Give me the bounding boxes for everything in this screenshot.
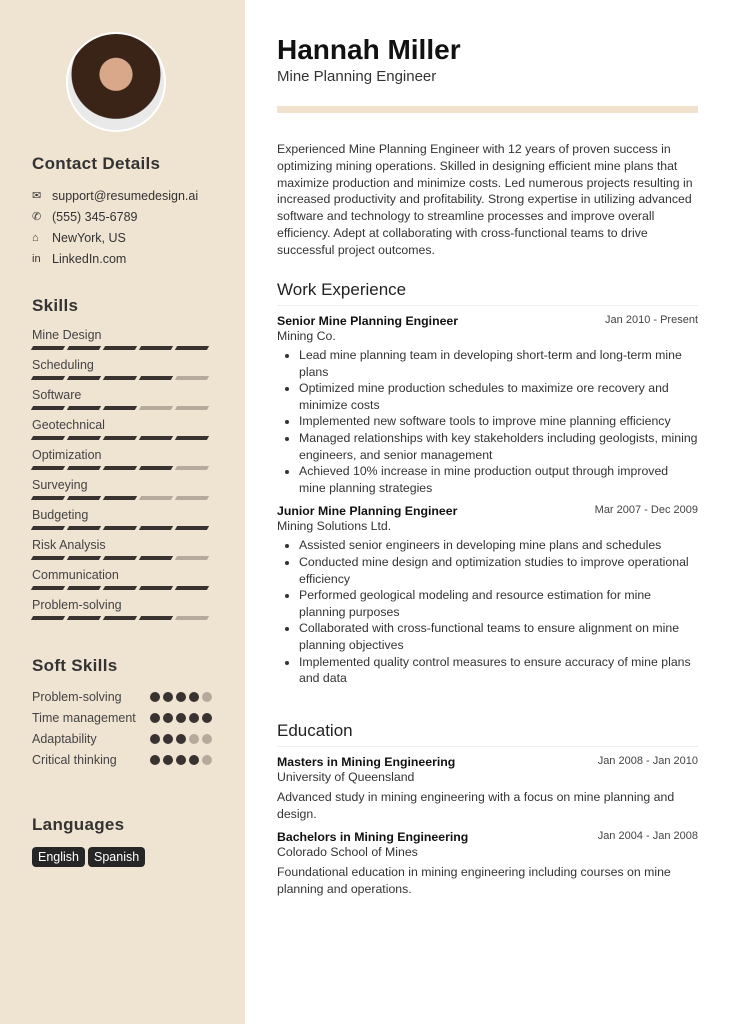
skill-name: Mine Design <box>32 328 102 342</box>
skill-level-bar <box>32 436 212 440</box>
skill-bar-segment <box>175 466 209 470</box>
skill-bar-segment <box>139 496 173 500</box>
soft-skill-name: Adaptability <box>32 732 97 746</box>
skill-bar-segment <box>31 346 65 350</box>
job-entry <box>277 504 698 686</box>
skill-bar-segment <box>175 346 209 350</box>
job-bullet: • Assisted senior engineers in developing mine plans and schedules <box>299 537 698 554</box>
job-bullet: • Performed geological modeling and resource estimation for mine planning purposes <box>299 587 698 620</box>
job-bullet: • Collaborated with cross-functional teams to ensure alignment on mine planning objectives <box>299 620 698 653</box>
languages-heading: Languages <box>32 815 125 834</box>
skill-bar-segment <box>175 526 209 530</box>
skill-level-bar <box>32 466 212 470</box>
contact-heading: Contact Details <box>32 154 161 173</box>
contact-item <box>32 185 212 206</box>
header-divider <box>277 106 698 113</box>
skills-heading: Skills <box>32 296 79 315</box>
skill-bar-segment <box>103 496 137 500</box>
soft-skill-item <box>32 752 212 769</box>
work-list <box>277 314 698 687</box>
school: Colorado School of Mines <box>277 845 418 860</box>
skill-level-bar <box>32 556 212 560</box>
skill-bar-segment <box>67 556 101 560</box>
job-title: Junior Mine Planning Engineer <box>277 504 458 519</box>
education-entry <box>277 830 698 897</box>
skills-list <box>32 328 212 628</box>
home-icon: ⌂ <box>32 231 39 244</box>
skill-item <box>32 388 212 418</box>
skill-level-bar <box>32 586 212 590</box>
contact-text[interactable]: LinkedIn.com <box>52 251 127 266</box>
skill-bar-segment <box>67 586 101 590</box>
skill-level-bar <box>32 496 212 500</box>
degree: Bachelors in Mining Engineering <box>277 830 469 845</box>
candidate-title: Mine Planning Engineer <box>277 68 437 85</box>
skill-bar-segment <box>103 556 137 560</box>
soft-skill-name: Critical thinking <box>32 753 117 767</box>
skill-name: Geotechnical <box>32 418 105 432</box>
soft-skill-item <box>32 689 212 706</box>
skill-bar-segment <box>103 466 137 470</box>
skill-bar-segment <box>67 526 101 530</box>
skill-bar-segment <box>67 436 101 440</box>
school: University of Queensland <box>277 770 415 784</box>
skill-name: Surveying <box>32 478 88 492</box>
skill-bar-segment <box>103 586 137 590</box>
job-dates: Jan 2010 - Present <box>605 314 698 326</box>
avatar <box>66 32 166 132</box>
rating-dot <box>189 755 199 765</box>
skill-bar-segment <box>31 466 65 470</box>
rating-dot <box>189 713 199 723</box>
skill-bar-segment <box>139 436 173 440</box>
skill-bar-segment <box>175 616 209 620</box>
skill-item <box>32 358 212 388</box>
skill-bar-segment <box>67 376 101 380</box>
skill-bar-segment <box>103 526 137 530</box>
skill-item <box>32 478 212 508</box>
summary: Experienced Mine Planning Engineer with 12 years of proven success in optimizing mining operations. Skilled in designing efficient mine plans that maximize production and minimize costs. Led numerous projects resulting in increased productivity and profitability. Strong expertise in utilizing advanced software and technology to streamline processes and improve overall efficiency. Adept at collaborating with cross-functional teams to drive successful project outcomes. <box>277 142 693 257</box>
rating-dot <box>163 734 173 744</box>
skill-level-bar <box>32 526 212 530</box>
soft-skill-item <box>32 710 212 727</box>
soft-skill-rating <box>150 692 212 706</box>
skill-bar-segment <box>139 406 173 410</box>
skill-bar-segment <box>103 406 137 410</box>
skill-bar-segment <box>139 346 173 350</box>
rating-dot <box>189 692 199 702</box>
work-heading: Work Experience <box>277 280 698 306</box>
job-bullets <box>277 347 698 496</box>
skill-name: Optimization <box>32 448 102 462</box>
job-company: Mining Co. <box>277 329 336 343</box>
job-entry <box>277 314 698 496</box>
linkedin-icon: in <box>32 252 41 265</box>
education-dates: Jan 2008 - Jan 2010 <box>597 755 698 767</box>
skill-bar-segment <box>31 526 65 530</box>
education-header <box>277 830 698 844</box>
skill-name: Software <box>32 388 82 402</box>
skill-item <box>32 328 212 358</box>
skill-bar-segment <box>31 556 65 560</box>
soft-skills-list <box>32 689 212 769</box>
skill-bar-segment <box>31 436 65 440</box>
skill-level-bar <box>32 346 212 350</box>
language-badge: Spanish <box>88 847 145 867</box>
education-description: Advanced study in mining engineering with a focus on mine planning and design. <box>277 790 675 821</box>
languages-list <box>32 847 212 867</box>
contact-list <box>32 185 212 269</box>
job-header <box>277 504 698 518</box>
skill-bar-segment <box>139 616 173 620</box>
education-description: Foundational education in mining engineering including courses on mine planning and operations. <box>277 865 671 896</box>
job-bullet: • Conducted mine design and optimization studies to improve operational efficiency <box>299 554 698 587</box>
job-bullet: • Optimized mine production schedules to maximize ore recovery and minimize costs <box>299 380 698 413</box>
job-bullet: • Managed relationships with key stakeholders including geologists, mining engineers, and senior management <box>299 430 698 463</box>
job-dates: Mar 2007 - Dec 2009 <box>594 504 698 517</box>
contact-text: NewYork, US <box>52 230 126 245</box>
contact-text: (555) 345-6789 <box>52 209 138 224</box>
skill-bar-segment <box>175 496 209 500</box>
rating-dot <box>189 734 199 744</box>
skill-item <box>32 418 212 448</box>
skill-bar-segment <box>175 556 209 560</box>
sidebar <box>0 0 245 1024</box>
skill-bar-segment <box>103 616 137 620</box>
skill-bar-segment <box>67 616 101 620</box>
skill-item <box>32 598 212 628</box>
soft-skill-name: Time management <box>32 711 136 725</box>
degree: Masters in Mining Engineering <box>277 755 456 769</box>
contact-item <box>32 248 212 269</box>
soft-skill-name: Problem-solving <box>32 690 122 704</box>
language-badge: English <box>32 847 85 867</box>
education-dates: Jan 2004 - Jan 2008 <box>597 830 698 843</box>
job-title: Senior Mine Planning Engineer <box>277 314 459 328</box>
rating-dot <box>163 755 173 765</box>
soft-skill-item <box>32 731 212 748</box>
skill-bar-segment <box>67 496 101 500</box>
envelope-icon: ✉ <box>32 190 42 202</box>
rating-dot <box>202 692 212 702</box>
soft-skills-heading: Soft Skills <box>32 656 118 675</box>
rating-dot <box>163 713 173 723</box>
rating-dot <box>163 692 173 702</box>
skill-bar-segment <box>103 436 137 440</box>
job-bullet: • Implemented new software tools to improve mine planning efficiency <box>299 413 698 430</box>
rating-dot <box>202 734 212 744</box>
skill-bar-segment <box>175 376 209 380</box>
rating-dot <box>150 692 160 702</box>
skill-name: Risk Analysis <box>32 538 106 552</box>
skill-bar-segment <box>175 436 209 440</box>
job-bullet: • Achieved 10% increase in mine production output through improved mine planning strategies <box>299 463 698 496</box>
skill-name: Problem-solving <box>32 598 122 612</box>
rating-dot <box>176 734 186 744</box>
contact-text[interactable]: support@resumedesign.ai <box>52 188 199 203</box>
skill-bar-segment <box>175 406 209 410</box>
skill-bar-segment <box>139 376 173 380</box>
soft-skill-rating <box>150 734 212 748</box>
job-header <box>277 314 698 328</box>
skill-bar-segment <box>103 346 137 350</box>
candidate-name: Hannah Miller <box>277 34 461 65</box>
skill-bar-segment <box>31 496 65 500</box>
skill-level-bar <box>32 406 212 410</box>
skill-name: Budgeting <box>32 508 89 522</box>
job-bullet: • Implemented quality control measures to ensure accuracy of mine plans and data <box>299 654 698 687</box>
skill-bar-segment <box>31 376 65 380</box>
skill-item <box>32 568 212 598</box>
education-entry <box>277 755 698 822</box>
education-header <box>277 755 698 769</box>
education-heading: Education <box>277 721 698 747</box>
skill-bar-segment <box>139 526 173 530</box>
skill-bar-segment <box>31 586 65 590</box>
skill-bar-segment <box>139 556 173 560</box>
soft-skill-rating <box>150 713 212 727</box>
skill-item <box>32 448 212 478</box>
contact-item <box>32 206 212 227</box>
education-list <box>277 755 698 897</box>
skill-level-bar <box>32 376 212 380</box>
job-company: Mining Solutions Ltd. <box>277 519 392 534</box>
skill-name: Communication <box>32 568 119 582</box>
skill-level-bar <box>32 616 212 620</box>
rating-dot <box>176 755 186 765</box>
rating-dot <box>202 713 212 723</box>
job-bullets <box>277 537 698 686</box>
skill-bar-segment <box>175 586 209 590</box>
skill-item <box>32 508 212 538</box>
rating-dot <box>150 755 160 765</box>
skill-bar-segment <box>67 466 101 470</box>
skill-bar-segment <box>67 406 101 410</box>
contact-item <box>32 227 212 248</box>
skill-bar-segment <box>139 586 173 590</box>
rating-dot <box>150 713 160 723</box>
skill-bar-segment <box>31 616 65 620</box>
rating-dot <box>202 755 212 765</box>
skill-bar-segment <box>67 346 101 350</box>
skill-item <box>32 538 212 568</box>
job-bullet: • Lead mine planning team in developing short-term and long-term mine plans <box>299 347 698 380</box>
rating-dot <box>150 734 160 744</box>
rating-dot <box>176 713 186 723</box>
phone-icon: ✆ <box>32 211 42 223</box>
rating-dot <box>176 692 186 702</box>
skill-name: Scheduling <box>32 358 94 372</box>
soft-skill-rating <box>150 755 212 769</box>
skill-bar-segment <box>31 406 65 410</box>
skill-bar-segment <box>139 466 173 470</box>
skill-bar-segment <box>103 376 137 380</box>
